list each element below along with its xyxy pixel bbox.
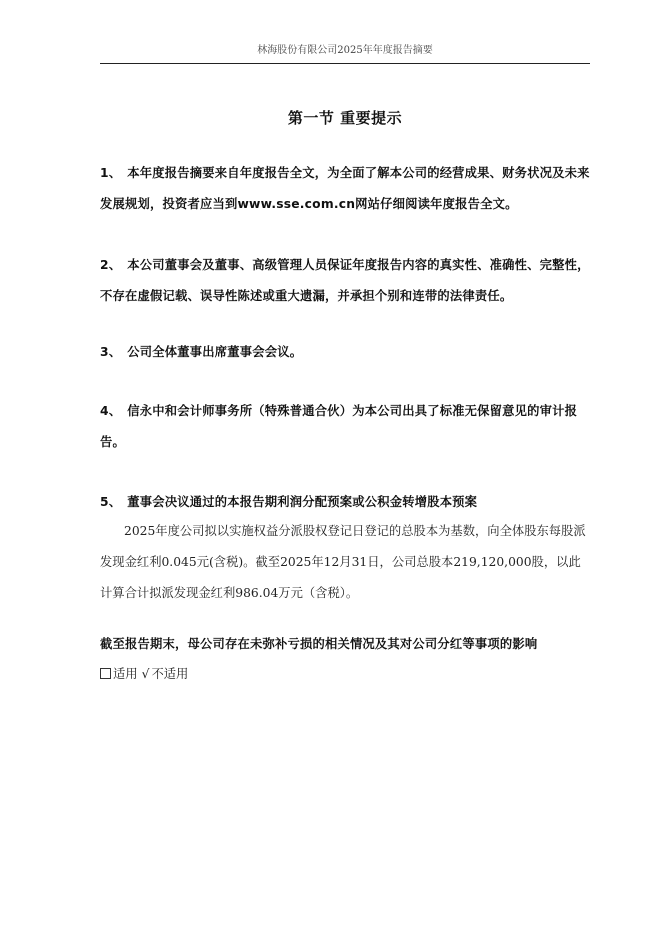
not-applicable-label: 不适用	[151, 667, 189, 681]
item-number: 4、	[100, 404, 122, 418]
item-text: 本年度报告摘要来自年度报告全文，为全面了解本公司的经营成果、财务状况及未来发展规划，投资者应当到www.sse.com.cn网站仔细阅读年度报告全文。	[100, 166, 590, 211]
item-text: 董事会决议通过的本报告期利润分配预案或公积金转增股本预案	[127, 495, 478, 509]
applicability-options	[100, 664, 188, 684]
empty-checkbox-icon	[100, 668, 111, 679]
item-text: 本公司董事会及董事、高级管理人员保证年度报告内容的真实性、准确性、完整性，不存在虚假记载、误导性陈述或重大遗漏，并承担个别和连带的法律责任。	[100, 258, 590, 303]
item-number: 5、	[100, 495, 122, 509]
item-text: 信永中和会计师事务所（特殊普通合伙）为本公司出具了标准无保留意见的审计报告。	[100, 404, 578, 449]
notice-item-2	[100, 250, 592, 312]
applicable-label: 适用	[113, 667, 138, 681]
notice-item-4	[100, 396, 592, 458]
check-mark-icon: √	[141, 667, 150, 681]
header-text: 林海股份有限公司2025年年度报告摘要	[257, 45, 433, 56]
notice-item-3	[100, 337, 592, 368]
notice-item-1	[100, 158, 592, 220]
section-title: 第一节 重要提示	[287, 109, 403, 127]
item-number: 1、	[100, 166, 122, 180]
item-text: 公司全体董事出席董事会会议。	[127, 345, 303, 359]
item-number: 2、	[100, 258, 122, 272]
page-header	[100, 44, 590, 64]
loss-heading: 截至报告期末，母公司存在未弥补亏损的相关情况及其对公司分红等事项的影响	[100, 637, 538, 651]
item-number: 3、	[100, 345, 122, 359]
notice-item-5	[100, 490, 592, 514]
dividend-paragraph: 2025年度公司拟以实施权益分派股权登记日登记的总股本为基数，向全体股东每股派发现金红利0.045元(含税)。截至2025年12月31日，公司总股本219,120,000股，以此计算合计拟派发现金红利986.04万元（含税）。	[100, 524, 586, 600]
